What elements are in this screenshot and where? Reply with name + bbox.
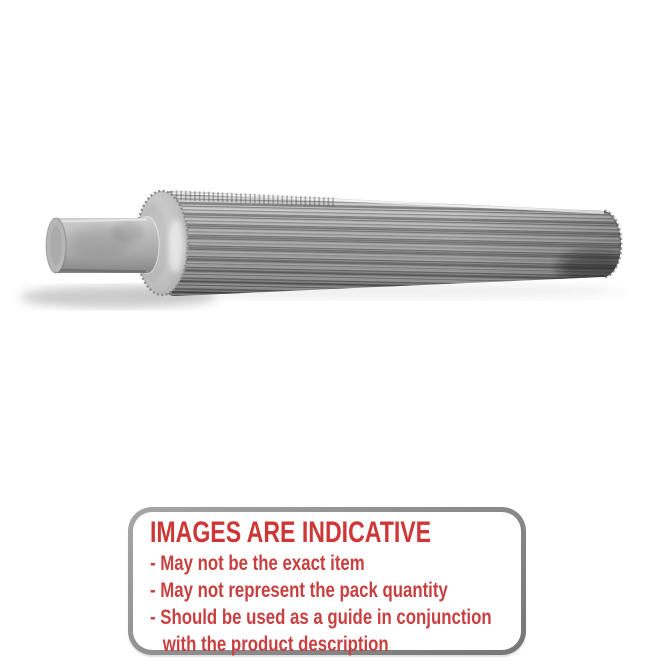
pilot-shaft [46,217,159,274]
disclaimer-line-1: - May not be the exact item [150,552,365,575]
disclaimer-line-2: - May not represent the pack quantity [150,579,448,602]
disclaimer-box-inner [133,512,521,656]
disclaimer-line-3: - Should be used as a guide in conjunction [150,606,492,629]
disclaimer-title: IMAGES ARE INDICATIVE [150,516,432,549]
disclaimer-box [128,507,526,655]
disclaimer-line-4: with the product description [162,633,389,656]
